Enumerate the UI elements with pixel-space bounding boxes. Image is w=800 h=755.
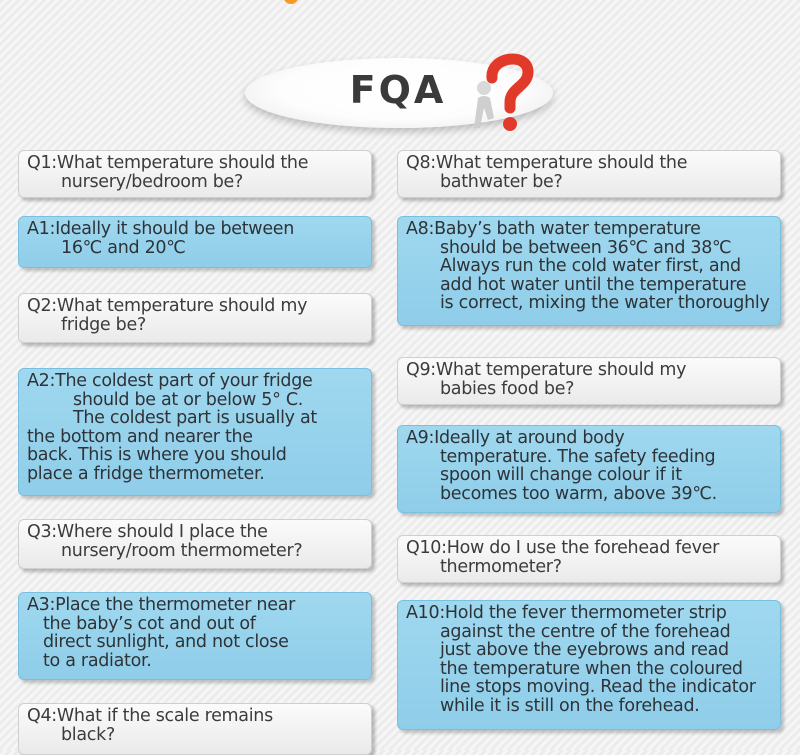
faq-a9-line: becomes too warm, above 39℃. (440, 483, 717, 504)
faq-q4-line: Q4:What if the scale remains (27, 706, 273, 726)
faq-a3 (18, 592, 372, 680)
faq-a2-line: The coldest part is usually at (73, 408, 317, 428)
question-mark-figure-icon (470, 48, 540, 138)
faq-q9-line: Q9:What temperature should my (406, 360, 687, 380)
faq-a10-line: against the centre of the forehead (440, 621, 731, 642)
faq-a2-line: back. This is where you should (27, 445, 287, 465)
faq-a9 (397, 425, 781, 513)
faq-a10-line: just above the eyebrows and read (440, 640, 729, 660)
faq-q1-line: nursery/bedroom be? (61, 171, 243, 192)
faq-q1-line: Q1:What temperature should the (27, 153, 309, 173)
faq-q3 (18, 519, 372, 569)
faq-q2-line: fridge be? (61, 314, 146, 335)
faq-a9-line: spoon will change colour if it (440, 465, 682, 485)
faq-a2 (18, 368, 372, 496)
faq-a1 (18, 216, 372, 268)
faq-a10-line: line stops moving. Read the indicator (440, 677, 756, 697)
faq-a8-line: A8:Baby’s bath water temperature (406, 219, 701, 239)
faq-q3-line: Q3:Where should I place the (27, 522, 268, 542)
faq-a2-line: place a fridge thermometer. (27, 463, 265, 484)
faq-a2-line: the bottom and nearer the (27, 426, 253, 447)
faq-a8-line: should be between 36℃ and 38℃ (440, 237, 732, 258)
faq-a2-line: A2:The coldest part of your fridge (27, 371, 313, 391)
faq-a2-line: should be at or below 5° C. (73, 389, 304, 410)
faq-a8 (397, 216, 781, 326)
faq-q10 (397, 535, 781, 583)
faq-a1-line: 16℃ and 20℃ (61, 237, 186, 258)
faq-a3-line: to a radiator. (43, 650, 152, 671)
faq-a9-line: temperature. The safety feeding (440, 446, 716, 467)
faq-q1 (18, 150, 372, 198)
top-accent-dot (284, 0, 298, 4)
faq-q10-line: Q10:How do I use the forehead fever (406, 538, 720, 558)
faq-q4-line: black? (61, 724, 115, 745)
page-title: FQA (349, 68, 447, 112)
faq-a3-line: A3:Place the thermometer near (27, 595, 296, 615)
faq-a8-line: Always run the cold water first, and (440, 256, 741, 276)
faq-a8-line: is correct, mixing the water thoroughly (440, 293, 770, 313)
faq-q8-line: Q8:What temperature should the (406, 153, 688, 173)
faq-q10-line: thermometer? (440, 556, 562, 577)
faq-q4 (18, 703, 372, 755)
faq-q3-line: nursery/room thermometer? (61, 540, 303, 561)
faq-a10-line: A10:Hold the fever thermometer strip (406, 603, 727, 623)
faq-q9-line: babies food be? (440, 378, 575, 399)
faq-q9 (397, 357, 781, 405)
faq-a10-line: the temperature when the coloured (440, 658, 743, 679)
faq-a3-line: direct sunlight, and not close (43, 632, 289, 652)
faq-a8-line: add hot water until the temperature (440, 274, 747, 295)
faq-q2-line: Q2:What temperature should my (27, 296, 308, 316)
faq-q8 (397, 150, 781, 198)
faq-q2 (18, 293, 372, 343)
faq-a9-line: A9:Ideally at around body (406, 428, 625, 448)
faq-a1-line: A1:Ideally it should be between (27, 219, 295, 239)
faq-q8-line: bathwater be? (440, 171, 563, 192)
faq-a3-line: the baby’s cot and out of (43, 613, 256, 634)
faq-a10 (397, 600, 781, 730)
faq-a10-line: while it is still on the forehead. (440, 695, 700, 716)
